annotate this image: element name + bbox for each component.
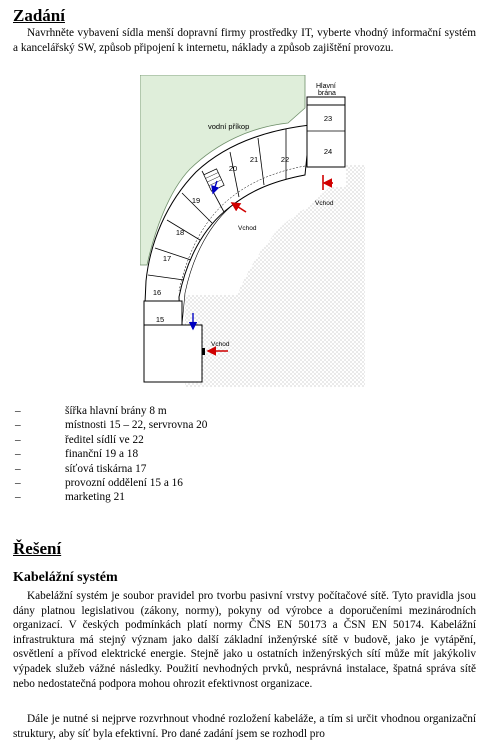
building-floor-plan [140,75,365,387]
room-18: 18 [175,228,185,237]
room-19: 19 [191,196,201,205]
room-16: 16 [152,288,162,297]
cabling-subheading: Kabelážní systém [13,570,118,585]
cabling-paragraph-1: Kabelážní systém je soubor pravidel pro tvorbu pasivní vrstvy počítačové sítě. Tyto pravidla jsou dány platnou legislativou (zákony, normy), pokyny od výrobce a doporučeními mezinárodních organizací. V českých podmínkách platí normy ČNS EN 50173 a ČSN EN 50174. Kabelážní infrastruktura má stejný význam jako další základní inženýrské sítě v budově, jako je vytápění, osvětlení a přívod elektrické energie. Stejně jako u ostatních inženýrských sítí může mít jakýkoliv výpadek služeb vážné následky. Použití nevhodných prvků, nesprávná instalace, špatná správa sítě nebo nedostatečná podpora mohou ohrozit efektivnost organizace. [13,590,476,690]
room-20: 20 [228,164,238,173]
list-item: – finanční 19 a 18 [15,448,139,461]
main-gate-label-2: brána [318,90,336,97]
water-channel-label: vodní příkop [208,122,250,131]
assignment-heading: Zadání [13,6,65,25]
main-gate-label-1: Hlavní [316,83,336,90]
list-item: – síťová tiskárna 17 [15,462,147,475]
entrance-label-gate: Vchod [315,200,334,207]
cabling-paragraph-2: Dále je nutné si nejprve rozvrhnout vhodné rozložení kabeláže, a tím si určit vhodnou organizační struktury, aby síť byla efektivní. Pro dané zadání jsem se rozhodl pro [13,713,476,740]
list-item: – místnosti 15 – 22, servrovna 20 [15,419,208,432]
list-item: – šířka hlavní brány 8 m [15,405,167,417]
requirements-list [13,404,207,505]
room-17: 17 [162,254,172,263]
room-21: 21 [249,155,259,164]
list-item: – provozní oddělení 15 a 16 [15,477,183,490]
entrance-label-courtyard: Vchod [238,225,257,232]
solution-heading: Řešení [13,539,62,558]
room-15-block [144,325,202,382]
list-item: – marketing 21 [15,491,125,504]
room-23: 23 [323,114,333,123]
entrance-label-side: Vchod [211,341,230,348]
assignment-text: Navrhněte vybavení sídla menší dopravní firmy prostředky IT, vyberte vhodný informační systém a kancelářský SW, způsob připojení k internetu, náklady a způsob zajištění provozu. [13,27,476,54]
list-item: – ředitel sídlí ve 22 [15,433,144,446]
room-24: 24 [323,147,333,156]
room-15: 15 [155,315,165,324]
room-22: 22 [280,155,290,164]
main-gate-block [307,97,345,105]
